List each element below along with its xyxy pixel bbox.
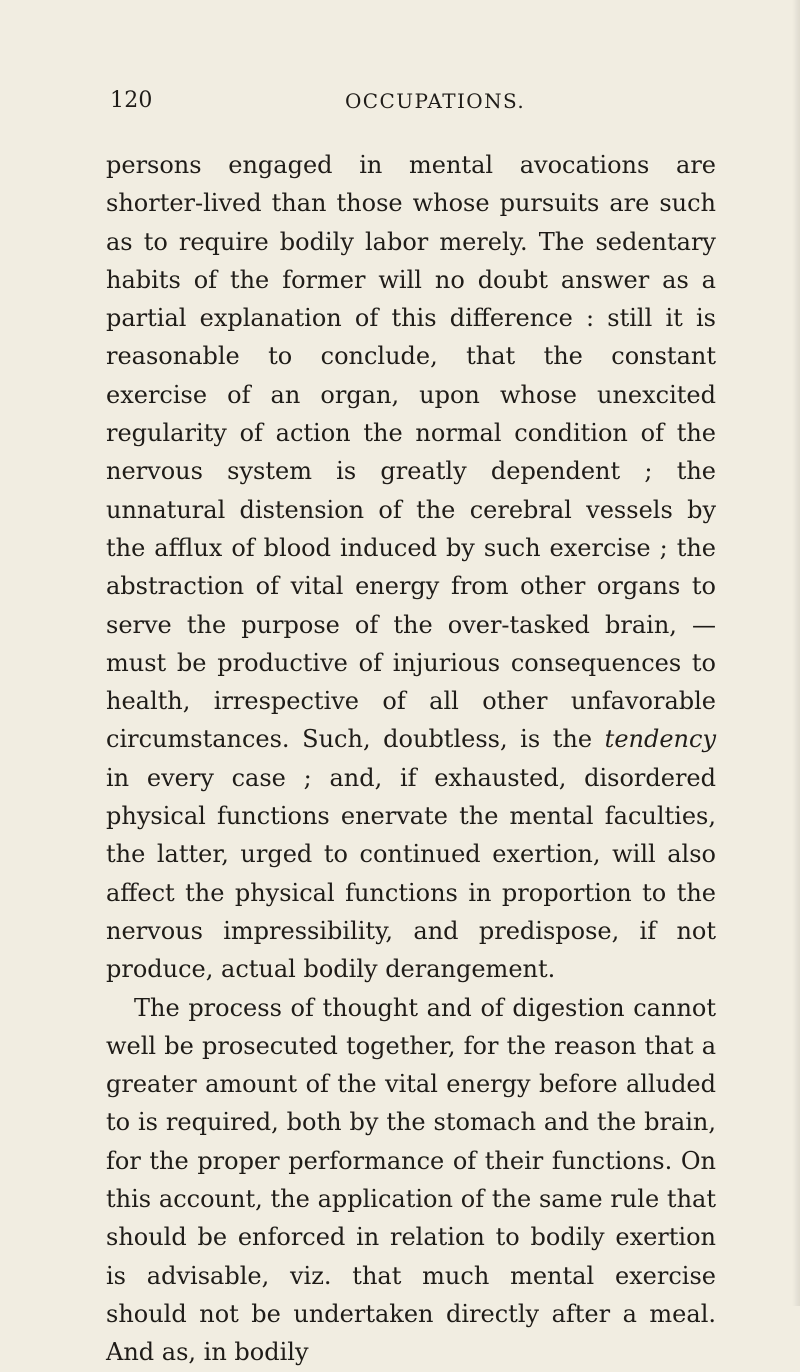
running-title: OCCUPATIONS.: [345, 89, 526, 113]
running-head: [110, 84, 738, 118]
paragraph-1-text-after-italic: in every case ; and, if exhausted, disordered physical functions enervate the mental faculties, the latter, urged to continued exertion, will also affect the physical functions in proportion to the nervous impressibility, and predispose, if not produce, actual bodily derangement.: [106, 763, 716, 984]
page-edge-shadow: [792, 0, 800, 1306]
body-text: [106, 146, 716, 1372]
paragraph-2: The process of thought and of digestion cannot well be prosecuted together, for the reason that a greater amount of the vital energy before alluded to is required, both by the stomach and the brain, for the proper performance of their functions. On this account, the application of the same rule that should be enforced in relation to bodily exertion is advisable, viz. that much mental exercise should not be undertaken directly after a meal. And as, in bodily: [106, 993, 716, 1367]
paragraph-1: [106, 146, 716, 989]
paragraph-1-text-before-italic: persons engaged in mental avocations are shorter-lived than those whose pursuits are such as to require bodily labor merely. The sedentary habits of the former will no doubt answer as a partial explanation of this difference : still it is reasonable to conclude, that the constant exercise of an organ, upon whose unexcited regularity of action the normal condition of the nervous system is greatly dependent ; the unnatural distension of the cerebral vessels by the afflux of blood induced by such exercise ; the abstraction of vital energy from other organs to serve the purpose of the over-tasked brain, — must be productive of injurious consequences to health, irrespective of all other unfavorable circumstances. Such, doubtless, is the: [106, 151, 716, 754]
italic-word-tendency: tendency: [604, 725, 716, 754]
page-number: 120: [110, 88, 153, 113]
